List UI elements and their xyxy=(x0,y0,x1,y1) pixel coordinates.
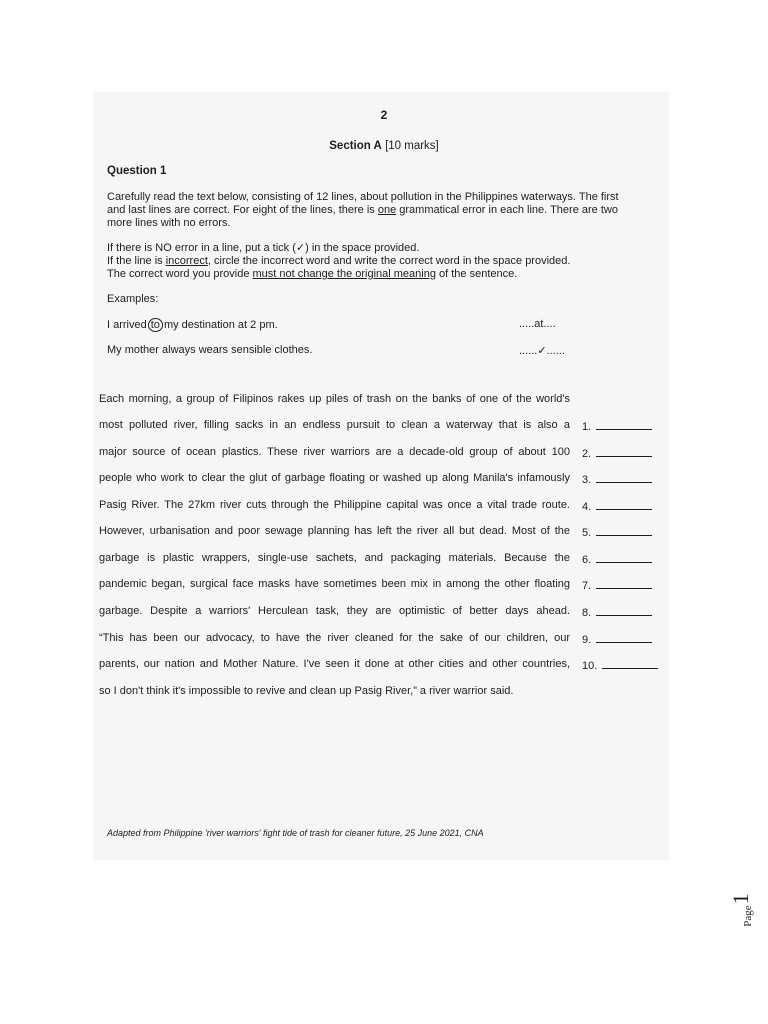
source-credit: Adapted from Philippine 'river warriors' fight tide of trash for cleaner future, 25 June 2021, CNA xyxy=(107,828,484,838)
answer-blank-10[interactable] xyxy=(582,658,658,672)
section-heading xyxy=(0,140,768,152)
example-1 xyxy=(107,318,278,332)
answer-number: 1. xyxy=(582,421,592,433)
page-footer-label: Page xyxy=(742,905,754,927)
section-title: Section A xyxy=(329,140,382,152)
instructions-text: , circle the incorrect word and write the correct word in the space provided. xyxy=(207,255,571,267)
answer-blank-2[interactable] xyxy=(582,446,652,460)
answer-blank-7[interactable] xyxy=(582,578,652,592)
example-text: I arrived xyxy=(107,319,147,331)
passage-line: Each morning, a group of Filipinos rakes up piles of trash on the banks of one of the world's xyxy=(99,393,570,405)
example-2: My mother always wears sensible clothes. xyxy=(107,344,313,356)
answer-number: 5. xyxy=(582,527,592,539)
answer-line[interactable] xyxy=(596,446,652,457)
passage-line: garbage. Despite a warriors' Herculean task, they are optimistic of better days ahead. xyxy=(99,605,570,617)
instructions-underlined: must not change the original meaning xyxy=(252,268,436,280)
instruction-line xyxy=(107,255,637,268)
example-text: my destination at 2 pm. xyxy=(163,319,278,331)
passage-line: pandemic began, surgical face masks have sometimes been mix in among the other floating xyxy=(99,578,570,590)
answer-line[interactable] xyxy=(596,632,652,643)
instructions-text: If the line is xyxy=(107,255,166,267)
circled-word: to xyxy=(148,318,163,332)
answer-blank-8[interactable] xyxy=(582,605,652,619)
passage-line: so I don't think it's impossible to revive and clean up Pasig River,” a river warrior said. xyxy=(99,685,514,697)
answer-number: 2. xyxy=(582,448,592,460)
examples-label: Examples: xyxy=(107,293,159,305)
answer-line[interactable] xyxy=(596,605,652,616)
answer-number: 9. xyxy=(582,634,592,646)
answer-blank-3[interactable] xyxy=(582,472,652,486)
answer-blank-4[interactable] xyxy=(582,499,652,513)
instructions-underlined: incorrect xyxy=(165,255,208,267)
instruction-line xyxy=(107,268,637,281)
answer-blank-1[interactable] xyxy=(582,419,652,433)
instructions-paragraph-2 xyxy=(107,242,637,281)
answer-blank-5[interactable] xyxy=(582,525,652,539)
answer-number: 3. xyxy=(582,474,592,486)
answer-number: 7. xyxy=(582,580,592,592)
passage-line: people who work to clear the glut of garbage floating or washed up along Manila's infamously xyxy=(99,472,570,484)
answer-blank-6[interactable] xyxy=(582,552,652,566)
instructions-underlined: one xyxy=(377,204,397,216)
section-marks: [10 marks] xyxy=(385,140,439,152)
answer-line[interactable] xyxy=(596,419,652,430)
example-2-answer: ......✓...... xyxy=(519,345,565,357)
answer-number: 10. xyxy=(582,660,598,672)
page-footer-number: 1 xyxy=(728,893,753,905)
answer-number: 8. xyxy=(582,607,592,619)
instructions-text: Carefully read the text below, consisting of 12 lines, about pollution in the Philippines waterways. The first and last lines are correct. For eight of the lines, there is xyxy=(107,191,619,216)
passage-line: “This has been our advocacy, to have the river cleaned for the sake of our children, our xyxy=(99,632,570,644)
instructions-text: grammatical error in each line. There are two more lines with no errors. xyxy=(107,204,618,229)
example-1-answer: .....at.... xyxy=(519,318,556,330)
answer-line[interactable] xyxy=(596,578,652,589)
passage-line: Pasig River. The 27km river cuts through the Philippine capital was once a vital trade route. xyxy=(99,499,570,511)
question-title: Question 1 xyxy=(107,165,167,177)
instructions-paragraph-1 xyxy=(107,191,637,230)
answer-line[interactable] xyxy=(596,552,652,563)
passage-line: However, urbanisation and poor sewage planning has left the river all but dead. Most of the xyxy=(99,525,570,537)
answer-blank-9[interactable] xyxy=(582,632,652,646)
answer-number: 4. xyxy=(582,501,592,513)
page-number: 2 xyxy=(380,108,388,122)
page-footer xyxy=(694,880,754,940)
instructions-text: The correct word you provide xyxy=(107,268,253,280)
answer-line[interactable] xyxy=(596,472,652,483)
answer-line[interactable] xyxy=(602,658,658,669)
answer-line[interactable] xyxy=(596,525,652,536)
passage-line: major source of ocean plastics. These river warriors are a decade-old group of about 100 xyxy=(99,446,570,458)
passage-line: most polluted river, filling sacks in an endless pursuit to clean a waterway that is also a xyxy=(99,419,570,431)
instructions-text: of the sentence. xyxy=(435,268,518,280)
page-footer-rotated xyxy=(694,880,754,940)
passage-line: parents, our nation and Mother Nature. I've seen it done at other cities and other countries, xyxy=(99,658,570,670)
instruction-line: If there is NO error in a line, put a tick (✓) in the space provided. xyxy=(107,242,420,254)
answer-number: 6. xyxy=(582,554,592,566)
answer-line[interactable] xyxy=(596,499,652,510)
passage-line: garbage is plastic wrappers, single-use sachets, and packaging materials. Because the xyxy=(99,552,570,564)
